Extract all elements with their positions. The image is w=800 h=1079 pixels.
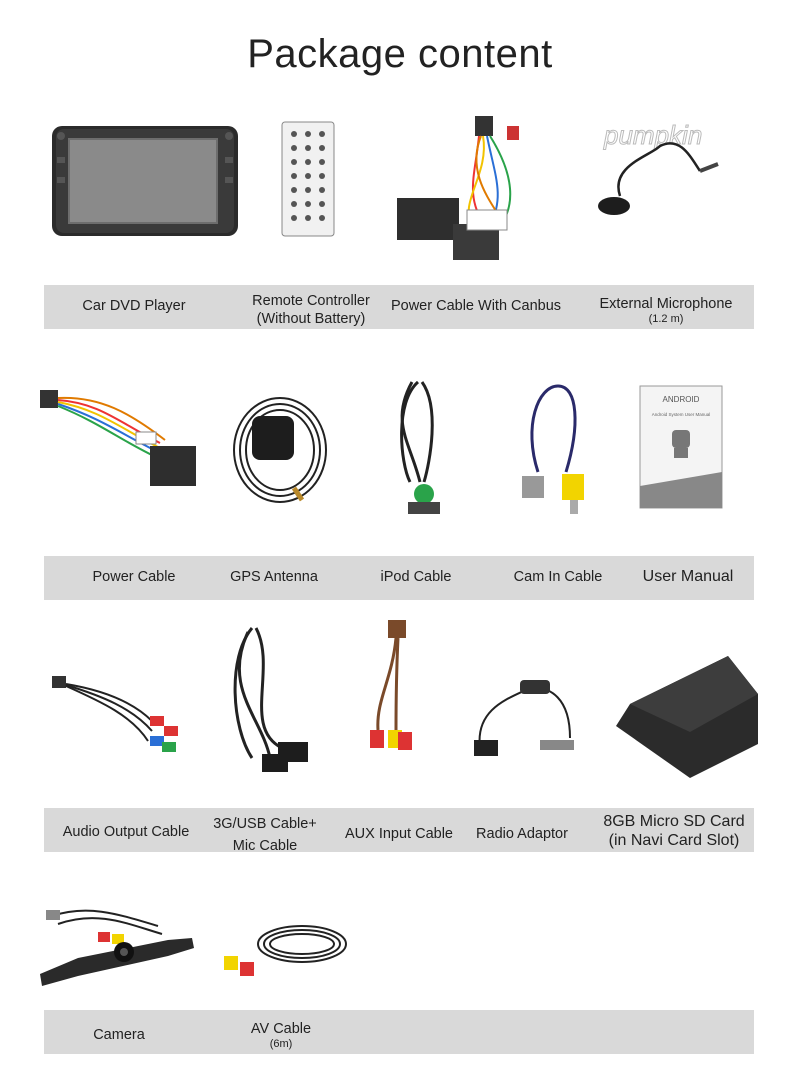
item-label: 8GB Micro SD Card (in Navi Card Slot) xyxy=(603,813,745,849)
sd-card-image xyxy=(610,654,760,782)
aux-input-cable-image xyxy=(356,620,416,770)
item-label: Car DVD Player xyxy=(82,298,186,314)
remote-controller-image xyxy=(282,122,334,236)
user-manual-image xyxy=(640,386,726,512)
item-label: Power Cable With Canbus xyxy=(390,298,562,314)
manual-cover-text: Android System User Manual xyxy=(651,412,711,417)
item-label: AUX Input Cable xyxy=(344,826,453,842)
audio-output-cable-image xyxy=(52,676,192,764)
page-title: Package content xyxy=(247,32,553,76)
item-label: GPS Antenna xyxy=(230,569,318,585)
item-label: AV Cable (6m) xyxy=(250,1021,312,1050)
gps-antenna-image xyxy=(226,388,330,508)
item-label: iPod Cable xyxy=(380,569,452,585)
power-cable-canbus-image xyxy=(395,116,535,266)
pumpkin-logo: pumpkin xyxy=(604,120,703,150)
item-label: Power Cable xyxy=(92,569,176,585)
radio-adaptor-image xyxy=(470,678,580,760)
item-label: Remote Controller (Without Battery) xyxy=(252,293,370,327)
item-label: Camera xyxy=(93,1027,145,1043)
android-logo-text: ANDROID xyxy=(662,395,700,404)
power-cable-image xyxy=(40,388,200,500)
microphone-image xyxy=(590,116,750,226)
ipod-cable-image xyxy=(390,382,450,518)
item-label: User Manual xyxy=(642,568,734,585)
item-label: 3G/USB Cable+ Mic Cable xyxy=(213,816,317,854)
item-label: Radio Adaptor xyxy=(476,826,568,842)
usb-mic-cable-image xyxy=(222,628,318,780)
cam-in-cable-image xyxy=(518,386,590,518)
av-cable-image xyxy=(218,918,350,982)
item-label: Cam In Cable xyxy=(513,569,603,585)
camera-image xyxy=(38,904,198,994)
car-dvd-player-image xyxy=(52,122,238,238)
item-label: Audio Output Cable xyxy=(62,824,190,840)
item-label: External Microphone (1.2 m) xyxy=(599,296,733,325)
